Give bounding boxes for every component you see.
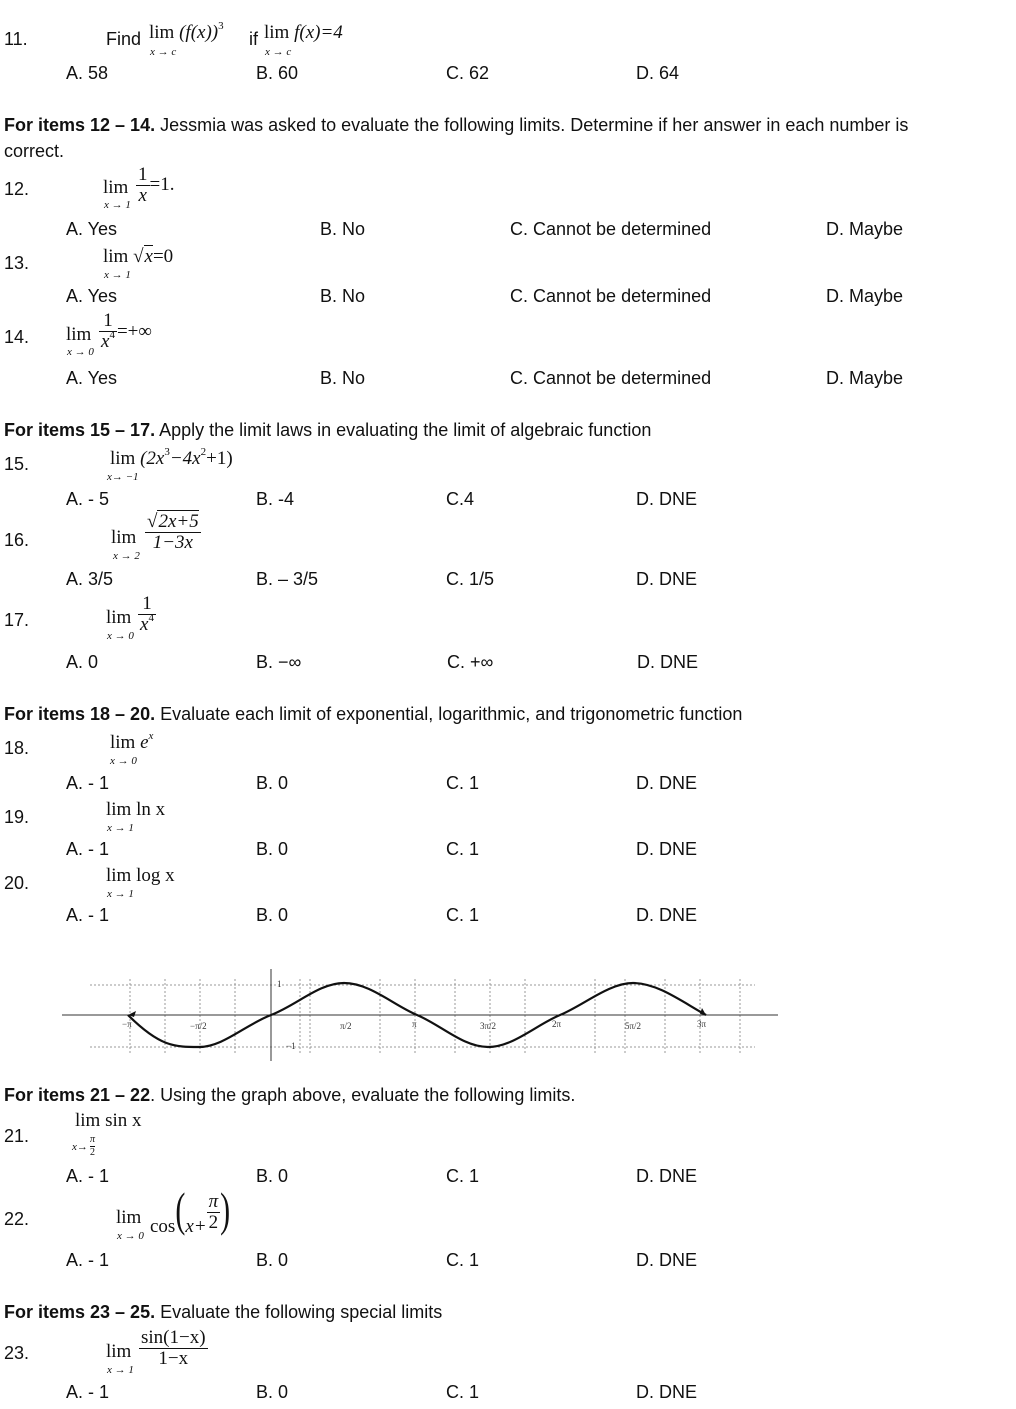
limit-subscript: x → 0 xyxy=(67,346,94,358)
item-number: 14. xyxy=(4,327,30,347)
limit-subscript: x → 1 xyxy=(104,199,131,211)
lim-text: lim xyxy=(106,799,132,820)
option-a[interactable]: A. - 5 xyxy=(66,489,110,509)
x-tick-label: 5π/2 xyxy=(625,1021,642,1031)
option-c[interactable]: C. 1 xyxy=(446,839,480,859)
term: x+ xyxy=(185,1215,207,1237)
option-a[interactable]: A. Yes xyxy=(66,368,118,388)
option-b[interactable]: B. – 3/5 xyxy=(256,569,319,589)
section-heading xyxy=(4,704,742,725)
sine-graph xyxy=(60,963,780,1063)
option-d[interactable]: D. 64 xyxy=(636,63,680,83)
option-c[interactable]: C. 1 xyxy=(446,1166,480,1186)
function-text: log x xyxy=(136,865,175,886)
option-b[interactable]: B. 0 xyxy=(256,773,289,793)
limit-subscript: x→ xyxy=(72,1141,88,1153)
option-a[interactable]: A. Yes xyxy=(66,286,118,306)
item-number: 18. xyxy=(4,738,30,758)
option-d[interactable]: D. DNE xyxy=(637,652,699,672)
section-text: Apply the limit laws in evaluating the limit of algebraic function xyxy=(155,420,652,440)
option-b[interactable]: B. No xyxy=(320,286,366,306)
option-d[interactable]: D. DNE xyxy=(636,1382,698,1402)
find-label: Find xyxy=(106,29,142,49)
x-tick-label: 3π/2 xyxy=(480,1021,497,1031)
limit-subscript: x → 1 xyxy=(107,822,134,834)
y-tick-label: 1 xyxy=(277,979,282,989)
option-b[interactable]: B. −∞ xyxy=(256,652,302,672)
limit-expression xyxy=(103,246,173,268)
limit-subscript: x → 0 xyxy=(117,1230,144,1242)
denominator: 2 xyxy=(208,1212,219,1233)
option-c[interactable]: C. 62 xyxy=(446,63,490,83)
x-tick-label: π xyxy=(412,1019,417,1029)
numerator: 1 xyxy=(138,594,156,615)
option-c[interactable]: C.4 xyxy=(446,489,475,509)
exponent: 4 xyxy=(109,329,115,341)
lim-text: lim xyxy=(110,732,136,753)
item-number: 19. xyxy=(4,807,30,827)
function-text: (f(x)) xyxy=(179,22,219,43)
subscript-fraction xyxy=(90,1134,95,1159)
fraction xyxy=(139,1328,208,1369)
option-a[interactable]: A. - 1 xyxy=(66,905,110,925)
term: (2x xyxy=(140,448,165,469)
option-c[interactable]: C. 1 xyxy=(446,773,480,793)
option-c[interactable]: C. 1 xyxy=(446,1250,480,1270)
section-heading xyxy=(4,115,908,136)
option-c[interactable]: C. 1 xyxy=(446,1382,480,1402)
option-b[interactable]: B. 60 xyxy=(256,63,299,83)
option-a[interactable]: A. Yes xyxy=(66,219,118,239)
option-d[interactable]: D. DNE xyxy=(636,569,698,589)
limit-subscript: x → 1 xyxy=(107,888,134,900)
radical-sign: √ xyxy=(133,246,144,267)
denominator: x xyxy=(140,614,149,635)
limit-expression: lim sin x xyxy=(75,1110,142,1131)
option-b[interactable]: B. 0 xyxy=(256,839,289,859)
numerator: π xyxy=(90,1134,96,1145)
item-number: 22. xyxy=(4,1209,30,1229)
lim-text: lim xyxy=(106,1341,132,1362)
function-text: ln x xyxy=(136,799,166,820)
cosine-expression: cos(x+ $\frac{\pi}{2}$ ) xyxy=(150,1183,231,1237)
numerator: π xyxy=(208,1191,219,1212)
option-b[interactable]: B. 0 xyxy=(256,1166,289,1186)
item-number: 23. xyxy=(4,1343,30,1363)
option-c[interactable]: C. Cannot be determined xyxy=(510,368,712,388)
function-name: cos xyxy=(150,1215,176,1237)
lim-text: lim xyxy=(103,177,129,198)
term: +1) xyxy=(206,448,233,469)
lim-text: lim xyxy=(106,607,132,628)
condition-text: f(x)=4 xyxy=(294,22,343,43)
y-tick-label: −1 xyxy=(286,1041,296,1051)
item-number: 11. xyxy=(4,29,28,49)
rhs: =1. xyxy=(149,173,175,195)
rhs: =0 xyxy=(152,246,174,267)
denominator: 1−3x xyxy=(152,532,193,553)
radicand: 2x+5 xyxy=(158,511,199,532)
lim-text: lim xyxy=(103,246,129,267)
option-b[interactable]: B. -4 xyxy=(256,489,295,509)
option-d[interactable]: D. DNE xyxy=(636,905,698,925)
option-c[interactable]: C. 1/5 xyxy=(446,569,495,589)
if-label: if xyxy=(249,29,258,49)
section-heading-cont: correct. xyxy=(4,141,65,161)
radical-sign: √ xyxy=(147,511,158,532)
option-b[interactable]: B. No xyxy=(320,368,366,388)
limit-subscript: x → 1 xyxy=(104,269,131,281)
section-bold: For items 12 – 14. xyxy=(4,115,156,135)
x-tick-label: −π xyxy=(122,1019,132,1029)
option-d[interactable]: D. DNE xyxy=(636,773,698,793)
limit-subscript: x → 0 xyxy=(110,755,137,767)
exponent: 3 xyxy=(218,20,224,32)
denominator: x xyxy=(101,331,110,352)
section-bold: For items 15 – 17. xyxy=(4,420,156,440)
option-d[interactable]: D. Maybe xyxy=(826,219,904,239)
limit-expression xyxy=(149,22,224,44)
option-a[interactable]: A. - 1 xyxy=(66,1250,110,1270)
limit-subscript: x → c xyxy=(265,46,292,58)
section-bold: For items 21 – 22 xyxy=(4,1085,151,1105)
section-text: . Using the graph above, evaluate the following limits. xyxy=(150,1085,576,1105)
option-a[interactable]: A. - 1 xyxy=(66,839,110,859)
limit-expression xyxy=(110,448,233,470)
fraction xyxy=(145,512,201,553)
denominator: x xyxy=(138,185,147,206)
section-heading xyxy=(4,1302,442,1323)
radicand: x xyxy=(144,246,153,267)
item-number: 16. xyxy=(4,530,30,550)
limit-expression xyxy=(110,732,153,754)
lim-text: lim xyxy=(264,22,290,43)
option-d[interactable]: D. DNE xyxy=(636,1250,698,1270)
item-number: 12. xyxy=(4,179,30,199)
option-b[interactable]: B. 0 xyxy=(256,1250,289,1270)
lim-text: lim xyxy=(116,1207,142,1228)
section-heading xyxy=(4,1085,575,1106)
item-number: 17. xyxy=(4,610,30,630)
exponent: 4 xyxy=(148,612,154,624)
exponent: x xyxy=(148,730,154,742)
limit-subscript: x→ −1 xyxy=(107,471,139,483)
item-number: 21. xyxy=(4,1126,30,1146)
section-text: Evaluate each limit of exponential, logarithmic, and trigonometric function xyxy=(155,704,743,724)
option-d[interactable]: D. DNE xyxy=(636,839,698,859)
item-number: 15. xyxy=(4,454,30,474)
option-c[interactable]: C. +∞ xyxy=(447,652,494,672)
lim-text: lim xyxy=(66,324,92,345)
option-c[interactable]: C. Cannot be determined xyxy=(510,219,712,239)
option-a[interactable]: A. - 1 xyxy=(66,1166,110,1186)
section-bold: For items 18 – 20. xyxy=(4,704,156,724)
limit-expression xyxy=(106,865,175,887)
numerator: sin(1−x) xyxy=(141,1327,206,1348)
x-tick-label: 2π xyxy=(552,1019,562,1029)
option-b[interactable]: B. 0 xyxy=(256,905,289,925)
lim-text: lim xyxy=(110,448,136,469)
option-a[interactable]: A. - 1 xyxy=(66,1382,110,1402)
fraction xyxy=(99,311,152,354)
limit-expression xyxy=(106,799,165,821)
item-number: 13. xyxy=(4,253,30,273)
item-number: 20. xyxy=(4,873,30,893)
option-a[interactable]: A. 3/5 xyxy=(66,569,114,589)
option-b[interactable]: B. 0 xyxy=(256,1382,289,1402)
limit-subscript: x → 0 xyxy=(107,630,134,642)
numerator: 1 xyxy=(99,311,117,332)
denominator: 1−x xyxy=(158,1348,189,1369)
x-tick-label: π/2 xyxy=(340,1021,352,1031)
rhs: =+∞ xyxy=(116,320,152,342)
fraction xyxy=(136,165,174,206)
option-a[interactable]: A. 0 xyxy=(66,652,99,672)
x-tick-label: 3π xyxy=(697,1019,707,1029)
option-a[interactable]: A. 58 xyxy=(66,63,109,83)
option-d[interactable]: D. DNE xyxy=(636,489,698,509)
denominator: 2 xyxy=(90,1147,95,1158)
lim-text: lim xyxy=(106,865,132,886)
fraction xyxy=(138,594,156,637)
option-d[interactable]: D. Maybe xyxy=(826,368,904,388)
section-text: Evaluate the following special limits xyxy=(155,1302,443,1322)
section-bold: For items 23 – 25. xyxy=(4,1302,156,1322)
option-d[interactable]: D. Maybe xyxy=(826,286,904,306)
section-heading xyxy=(4,420,651,441)
limit-subscript: x → 2 xyxy=(113,550,140,562)
limit-condition xyxy=(264,22,343,44)
base: e xyxy=(140,732,149,753)
lim-text: lim xyxy=(149,22,175,43)
limit-subscript: x → c xyxy=(150,46,177,58)
exponent: 3 xyxy=(164,446,170,458)
limit-subscript: x → 1 xyxy=(107,1364,134,1376)
option-b[interactable]: B. No xyxy=(320,219,366,239)
numerator: 1 xyxy=(138,164,148,185)
term: −4x xyxy=(169,448,201,469)
option-c[interactable]: C. Cannot be determined xyxy=(510,286,712,306)
option-a[interactable]: A. - 1 xyxy=(66,773,110,793)
lim-text: lim xyxy=(111,527,137,548)
exponent: 2 xyxy=(200,446,207,458)
option-d[interactable]: D. DNE xyxy=(636,1166,698,1186)
section-text: Jessmia was asked to evaluate the following limits. Determine if her answer in each number is xyxy=(155,115,909,135)
option-c[interactable]: C. 1 xyxy=(446,905,480,925)
x-tick-label: −π/2 xyxy=(190,1021,207,1031)
